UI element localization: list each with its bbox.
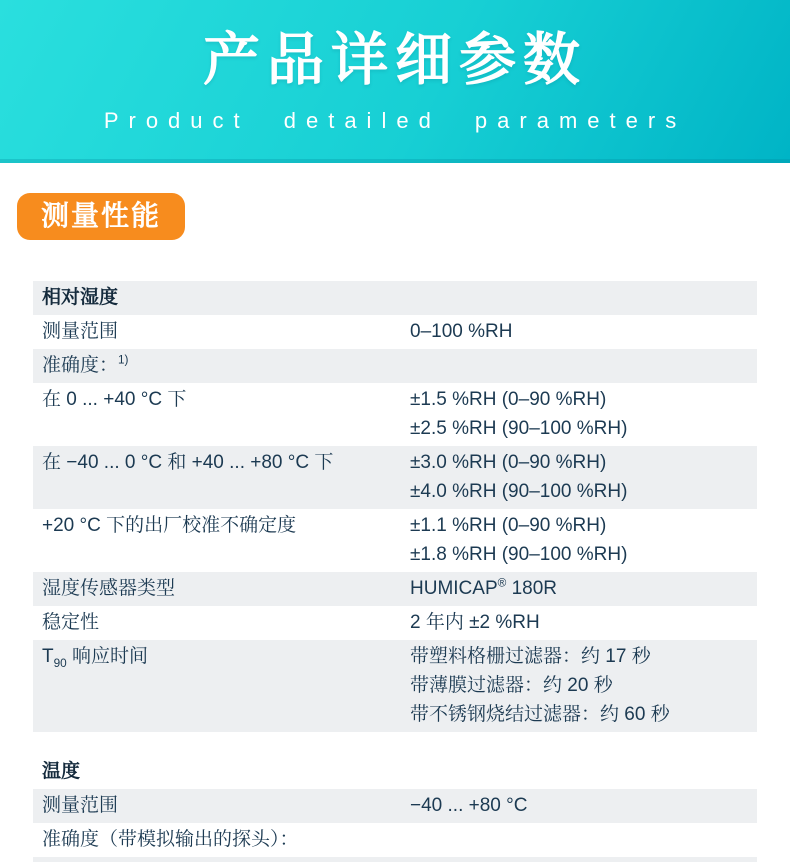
spec-row [33, 349, 757, 383]
spec-value-line [410, 791, 753, 820]
text-part: ±1.5 %RH (0–90 %RH) [410, 389, 607, 410]
superscript-text: 1) [118, 353, 129, 367]
spec-section-header-row [33, 281, 757, 315]
text-part: 准确度（带模拟输出的探头）： [42, 829, 299, 850]
spec-label [33, 825, 410, 854]
spec-value-line [410, 700, 753, 729]
text-part: 稳定性 [42, 612, 100, 633]
spec-table [33, 281, 757, 862]
spec-row [33, 446, 757, 509]
page-subtitle: Product detailed parameters [103, 107, 687, 133]
spec-value-line [410, 608, 753, 637]
text-part: 180R [506, 578, 557, 599]
spec-value-line [410, 671, 753, 700]
spec-label [33, 448, 410, 506]
spec-label [33, 351, 410, 380]
spec-value [410, 642, 757, 729]
spec-label [33, 791, 410, 820]
spec-row [33, 823, 757, 857]
spec-row [33, 315, 757, 349]
spec-value [410, 385, 757, 443]
superscript-text: ® [497, 576, 507, 590]
text-part: ±2.5 %RH (90–100 %RH) [410, 418, 628, 439]
spec-label [33, 757, 410, 786]
spec-value [410, 448, 757, 506]
text-part: HUMICAP [410, 578, 498, 599]
text-part: ±1.1 %RH (0–90 %RH) [410, 515, 607, 536]
spec-row [33, 509, 757, 572]
spec-section-header-row [33, 755, 757, 789]
text-part: 2 年内 ±2 %RH [410, 612, 540, 633]
text-part: 温度 [42, 761, 81, 782]
text-part: 带塑料格栅过滤器：约 17 秒 [410, 646, 651, 667]
text-part: ±4.0 %RH (90–100 %RH) [410, 481, 628, 502]
spec-row [33, 640, 757, 732]
text-part: 测量范围 [42, 795, 119, 816]
spec-value-line [410, 317, 753, 346]
spec-value-line [410, 477, 753, 506]
spec-value-line [410, 642, 753, 671]
spec-label [33, 385, 410, 443]
spec-label [33, 283, 410, 312]
spec-label [33, 574, 410, 603]
spec-row [33, 789, 757, 823]
text-part: 测量范围 [42, 321, 119, 342]
text-part: T [42, 646, 54, 667]
text-part: 带薄膜过滤器：约 20 秒 [410, 675, 613, 696]
spec-label [33, 317, 410, 346]
text-part: ±1.8 %RH (90–100 %RH) [410, 544, 628, 565]
subscript-text: 90 [53, 656, 67, 670]
text-part: 响应时间 [66, 646, 148, 667]
spec-label [33, 511, 410, 569]
spec-value [410, 317, 757, 346]
text-part: 带不锈钢烧结过滤器：约 60 秒 [410, 704, 670, 725]
spec-value [410, 608, 757, 637]
spec-value-line [410, 540, 753, 569]
section-badge-measurement-performance [17, 193, 185, 240]
text-part: +20 °C 下的出厂校准不确定度 [42, 515, 297, 536]
text-part: 在 −40 ... 0 °C 和 +40 ... +80 °C 下 [42, 452, 334, 473]
spec-value [410, 574, 757, 603]
text-part: 湿度传感器类型 [42, 578, 176, 599]
text-part: −40 ... +80 °C [410, 795, 528, 816]
spec-value-line [410, 511, 753, 540]
spec-label [33, 642, 410, 729]
spec-row [33, 572, 757, 606]
spec-row [33, 606, 757, 640]
text-part: ±3.0 %RH (0–90 %RH) [410, 452, 607, 473]
spec-value [410, 511, 757, 569]
text-part: 在 0 ... +40 °C 下 [42, 389, 187, 410]
spec-value-line [410, 385, 753, 414]
page-title: 产品详细参数 [203, 28, 587, 93]
spec-value-line [410, 414, 753, 443]
text-part: 相对湿度 [42, 287, 119, 308]
section-gap [33, 732, 757, 755]
hero-banner [0, 0, 790, 163]
spec-row [33, 383, 757, 446]
section-badge-label: 测量性能 [41, 200, 162, 231]
spec-value [410, 791, 757, 820]
spec-value-line [410, 574, 753, 603]
text-part: 准确度： [42, 355, 119, 376]
spec-value-line [410, 448, 753, 477]
spec-label [33, 608, 410, 637]
text-part: 0–100 %RH [410, 321, 513, 342]
